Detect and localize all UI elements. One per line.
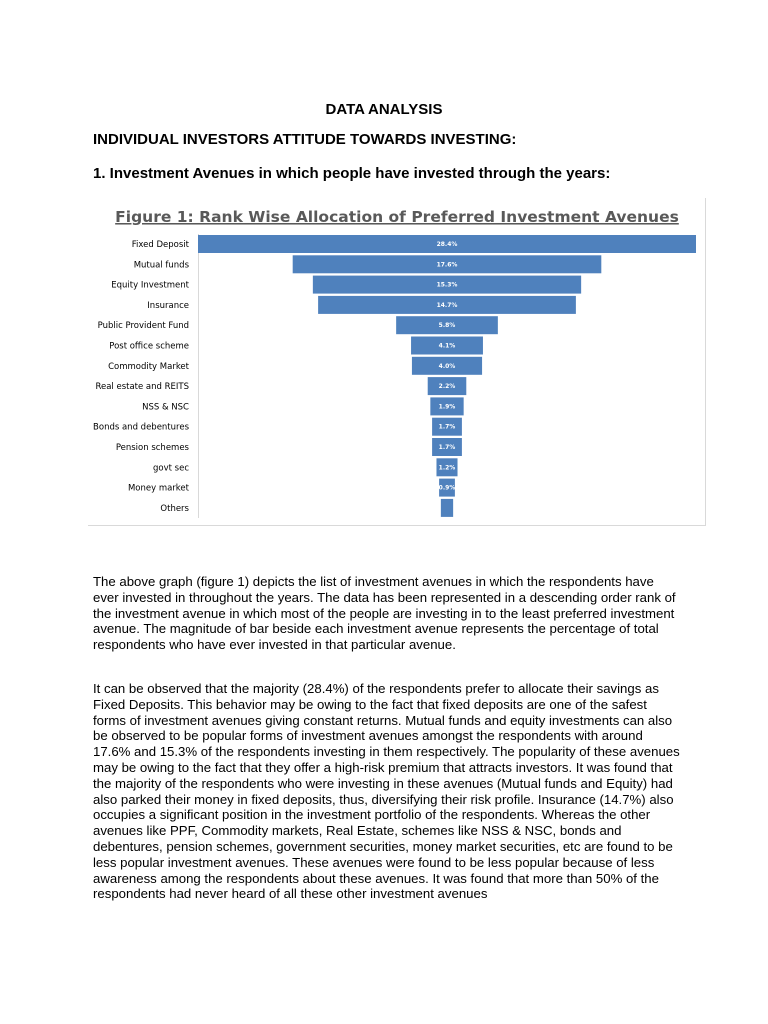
figure-1 <box>88 198 706 526</box>
data-label-govt-sec: 1.2% <box>438 464 456 472</box>
data-label-money-market: 0.9% <box>438 484 456 492</box>
category-label-mutual-funds: Mutual funds <box>133 260 189 271</box>
document-title: DATA ANALYSIS <box>325 101 443 118</box>
category-label-commodity-market: Commodity Market <box>108 361 189 372</box>
category-label-nss-nsc: NSS & NSC <box>142 402 189 413</box>
data-label-bonds-and-debentures: 1.7% <box>438 423 456 431</box>
data-label-fixed-deposit: 28.4% <box>436 241 458 248</box>
data-label-post-office-scheme: 4.1% <box>438 342 456 350</box>
category-label-public-provident-fund: Public Provident Fund <box>97 321 189 332</box>
data-label-mutual-funds: 17.6% <box>436 261 458 269</box>
category-label-equity-investment: Equity Investment <box>111 280 189 291</box>
funnel-chart <box>88 198 706 526</box>
subsection-heading: 1. Investment Avenues in which people have invested through the years: <box>93 165 611 182</box>
data-label-commodity-market: 4.0% <box>438 362 456 370</box>
data-label-real-estate-and-reits: 2.2% <box>438 383 456 391</box>
chart-title: Figure 1: Rank Wise Allocation of Preferred Investment Avenues <box>115 208 679 226</box>
category-label-fixed-deposit: Fixed Deposit <box>131 240 189 250</box>
category-label-bonds-and-debentures: Bonds and debentures <box>93 422 189 433</box>
data-label-equity-investment: 15.3% <box>436 281 458 289</box>
category-label-others: Others <box>160 503 189 514</box>
data-label-insurance: 14.7% <box>436 301 458 309</box>
category-label-insurance: Insurance <box>147 300 189 311</box>
section-heading: INDIVIDUAL INVESTORS ATTITUDE TOWARDS INVESTING: <box>93 131 517 148</box>
paragraph-figure-description: The above graph (figure 1) depicts the list of investment avenues in which the respondents have ever invested in throughout the years. The data has been represented in a descending order rank of the investment avenue in which most of the people are investing in to the least preferred investment avenue. The magnitude of bar beside each investment avenue represents the percentage of total respondents who have ever invested in that particular avenue. <box>93 574 676 653</box>
category-label-post-office-scheme: Post office scheme <box>109 341 189 352</box>
data-label-public-provident-fund: 5.8% <box>438 322 456 330</box>
category-label-govt-sec: govt sec <box>153 463 189 474</box>
paragraph-observations: It can be observed that the majority (28.4%) of the respondents prefer to allocate their savings as Fixed Deposits. This behavior may be owing to the fact that fixed deposits are one of the safest forms of investment avenues giving constant returns. Mutual funds and equity investments can also be observed to be popular forms of investment avenues amongst the respondents with around 17.6% and 15.3% of the respondents investing in them respectively. The popularity of these avenues may be owing to the fact that they offer a high-risk premium that attracts investors. It was found that the majority of the respondents who were investing in these avenues (Mutual funds and Equity) had also parked their money in fixed deposits, thus, diversifying their risk profile. Insurance (14.7%) also occupies a significant position in the investment portfolio of the respondents. Whereas the other avenues like PPF, Commodity markets, Real Estate, schemes like NSS & NSC, bonds and debentures, pension schemes, government securities, money market securities, etc are found to be less popular investment avenues. These avenues were found to be less popular because of less awareness among the respondents about these avenues. It was found that more than 50% of the respondents had never heard of all these other investment avenues <box>93 681 680 902</box>
data-label-nss-nsc: 1.9% <box>438 403 456 411</box>
category-label-real-estate-and-reits: Real estate and REITS <box>95 382 189 393</box>
category-label-money-market: Money market <box>127 483 189 494</box>
category-label-pension-schemes: Pension schemes <box>115 443 189 453</box>
bar-others <box>441 499 453 517</box>
data-label-pension-schemes: 1.7% <box>438 444 456 451</box>
